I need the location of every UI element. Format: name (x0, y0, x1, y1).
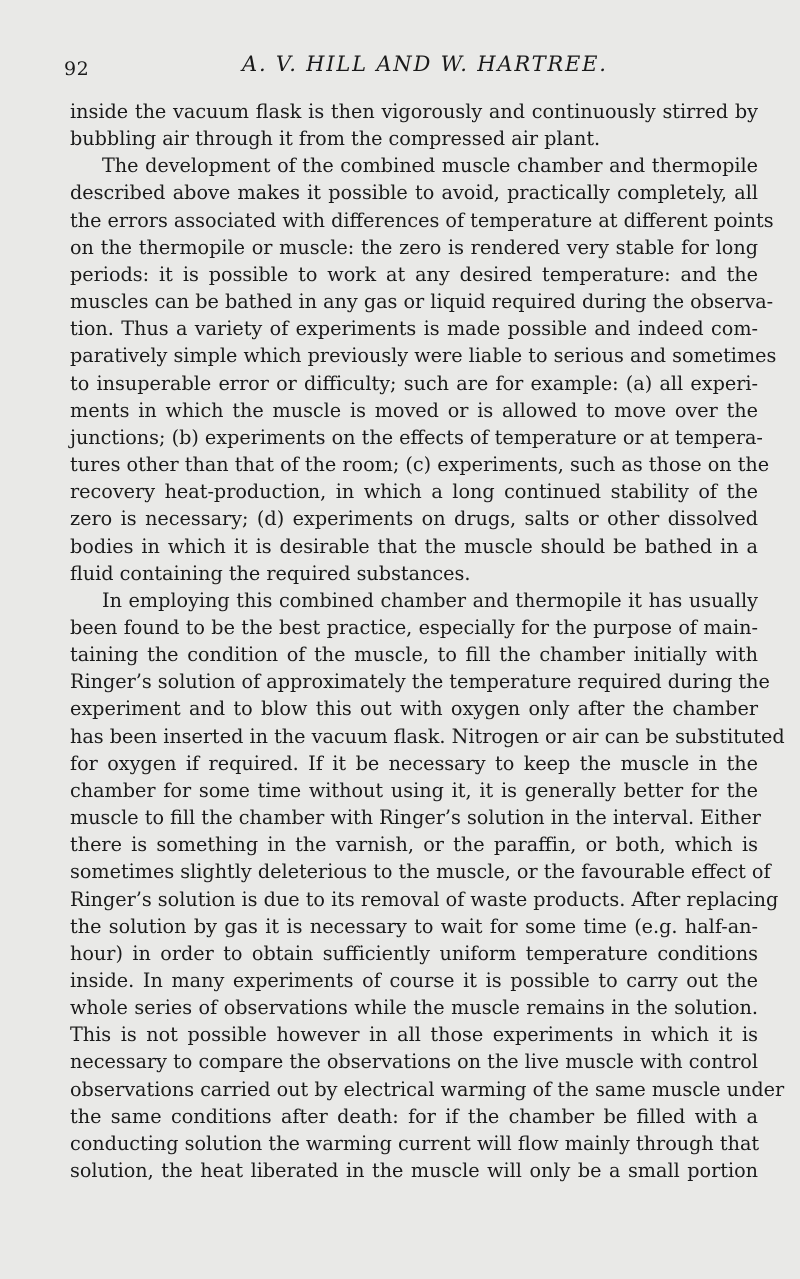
text-line-32: hour) in order to obtain sufficiently uniform temperature conditions (70, 941, 758, 965)
text-line-20: been found to be the best practice, especially for the purpose of main- (70, 615, 758, 639)
text-line-25: for oxygen if required. If it be necessary to keep the muscle in the (70, 751, 758, 775)
text-line-16: zero is necessary; (d) experiments on drugs, salts or other dissolved (70, 507, 758, 531)
text-line-23: experiment and to blow this out with oxygen only after the chamber (70, 697, 758, 721)
text-line-26: chamber for some time without using it, it is generally better for the (70, 778, 758, 802)
page-header (64, 52, 754, 82)
body-text (70, 98, 785, 1184)
text-line-8: muscles can be bathed in any gas or liquid required during the observa- (70, 290, 774, 314)
text-line-13: junctions; (b) experiments on the effects of temperature or at tempera- (70, 425, 763, 449)
text-line-14: tures other than that of the room; (c) experiments, such as those on the (70, 453, 770, 477)
text-line-28: there is something in the varnish, or the paraffin, or both, which is (70, 833, 758, 857)
text-line-29: sometimes slightly deleterious to the muscle, or the favourable effect of (70, 860, 771, 884)
text-line-15: recovery heat-production, in which a long continued stability of the (70, 480, 758, 504)
text-line-40: solution, the heat liberated in the muscle will only be a small portion (70, 1159, 758, 1183)
text-line-3: The development of the combined muscle chamber and thermopile (102, 154, 758, 178)
text-line-30: Ringer’s solution is due to its removal of waste products. After replacing (70, 887, 779, 911)
text-line-24: has been inserted in the vacuum flask. Nitrogen or air can be substituted (70, 724, 785, 748)
text-line-19: In employing this combined chamber and thermopile it has usually (102, 588, 758, 612)
text-line-18: fluid containing the required substances. (70, 561, 471, 585)
text-line-9: tion. Thus a variety of experiments is made possible and indeed com- (70, 317, 758, 341)
text-line-35: This is not possible however in all those experiments in which it is (70, 1023, 758, 1047)
page-number: 92 (64, 58, 90, 80)
running-title: A. V. HILL AND W. HARTREE. (242, 52, 608, 76)
text-line-17: bodies in which it is desirable that the muscle should be bathed in a (70, 534, 758, 558)
text-line-11: to insuperable error or difficulty; such are for example: (a) all experi- (70, 371, 758, 395)
text-line-10: paratively simple which previously were liable to serious and sometimes (70, 344, 777, 368)
text-line-2: bubbling air through it from the compressed air plant. (70, 127, 601, 151)
text-line-7: periods: it is possible to work at any desired temperature: and the (70, 262, 758, 286)
text-line-1: inside the vacuum flask is then vigorously and continuously stirred by (70, 100, 758, 123)
text-line-21: taining the condition of the muscle, to fill the chamber initially with (70, 643, 758, 667)
text-line-36: necessary to compare the observations on the live muscle with control (70, 1050, 758, 1074)
text-line-34: whole series of observations while the muscle remains in the solution. (70, 996, 758, 1020)
text-line-33: inside. In many experiments of course it is possible to carry out the (70, 969, 758, 992)
text-line-38: the same conditions after death: for if the chamber be filled with a (70, 1104, 758, 1128)
text-line-6: on the thermopile or muscle: the zero is rendered very stable for long (70, 235, 758, 259)
text-line-4: described above makes it possible to avoid, practically completely, all (70, 181, 758, 205)
text-line-39: conducting solution the warming current will flow mainly through that (70, 1131, 760, 1155)
text-line-12: ments in which the muscle is moved or is allowed to move over the (70, 398, 758, 422)
text-line-27: muscle to fill the chamber with Ringer’s solution in the interval. Either (70, 806, 761, 830)
text-line-37: observations carried out by electrical warming of the same muscle under (70, 1077, 785, 1101)
text-line-31: the solution by gas it is necessary to wait for some time (e.g. half-an- (70, 914, 758, 938)
text-line-22: Ringer’s solution of approximately the temperature required during the (70, 670, 770, 694)
text-line-5: the errors associated with differences of temperature at different points (70, 208, 774, 232)
